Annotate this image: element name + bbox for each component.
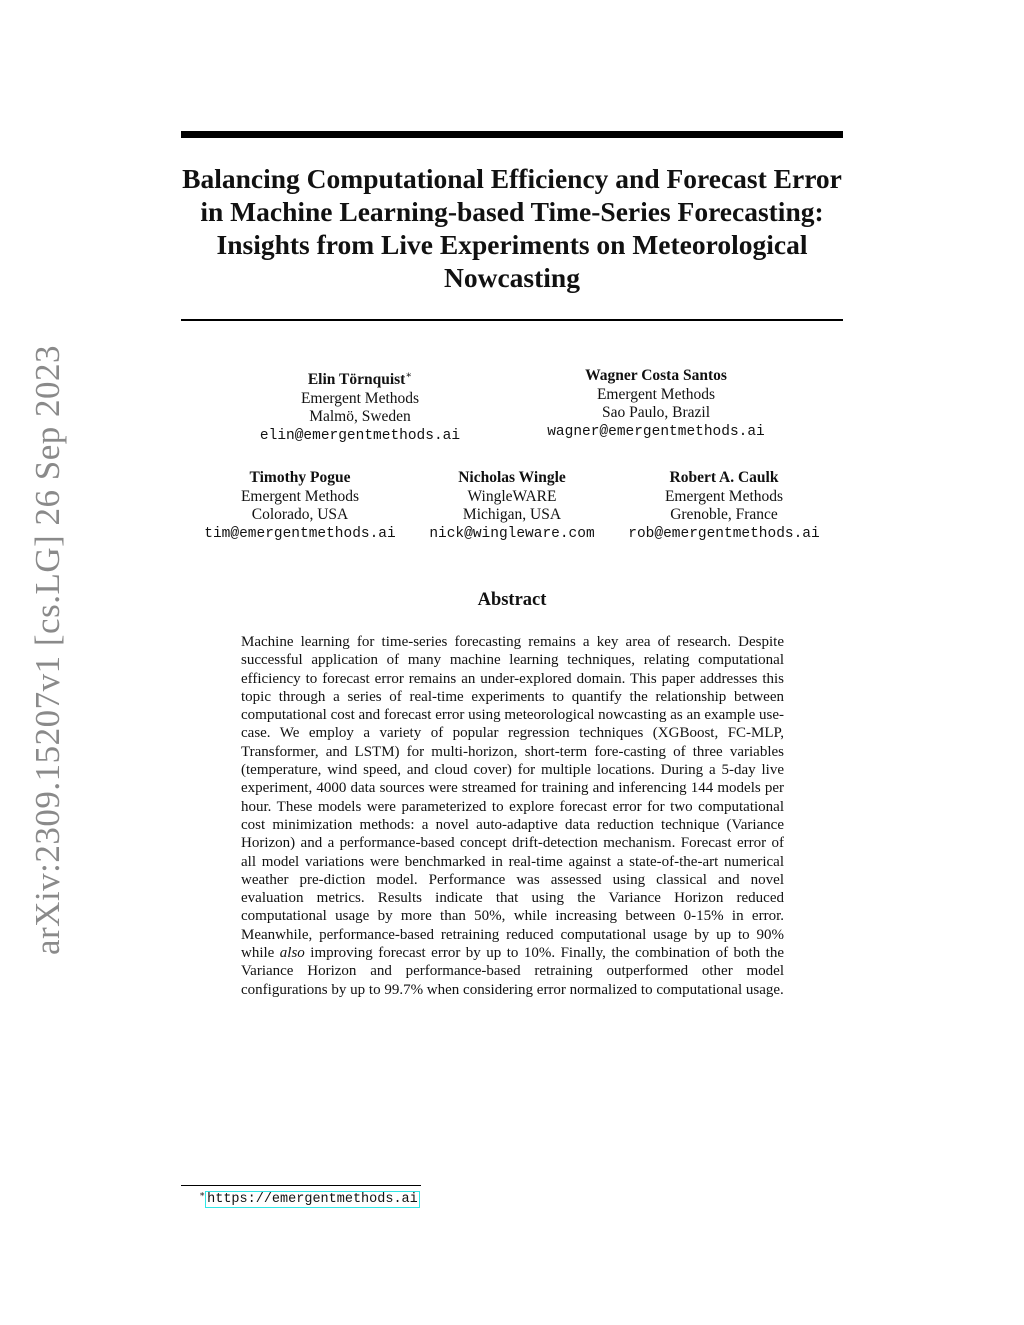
author-location: Grenoble, France [670,506,778,523]
author-email: nick@wingleware.com [429,525,595,542]
footnote-marker: ∗ [405,370,413,381]
author-block [195,469,405,543]
author-block [412,469,612,543]
footnote [199,1189,420,1207]
author-name: Timothy Pogue [249,469,351,486]
abstract-heading: Abstract [477,590,547,610]
footnote-rule [181,1185,421,1186]
author-affiliation: Emergent Methods [596,385,716,403]
author-name: Nicholas Wingle [458,469,566,486]
author-block [619,469,829,543]
footnote-marker: ∗ [199,1189,206,1199]
author-block [240,367,480,445]
abstract-text [241,633,784,999]
author-name: Elin Törnquist∗ [307,370,413,389]
author-location: Michigan, USA [462,506,562,523]
title-bottom-rule [181,319,843,321]
author-affiliation: Emergent Methods [300,389,420,407]
author-email: tim@emergentmethods.ai [204,525,396,542]
abstract-emphasis: also [279,945,305,962]
author-location: Malmö, Sweden [309,408,411,426]
author-name: Wagner Costa Santos [585,367,727,384]
author-location: Colorado, USA [251,506,349,523]
arxiv-id-text: arXiv:2309.15207v1 [cs.LG] 26 Sep 2023 [28,344,68,956]
arxiv-identifier-stamp [18,344,78,956]
author-email: wagner@emergentmethods.ai [547,423,765,440]
author-email: elin@emergentmethods.ai [259,427,461,444]
author-email: rob@emergentmethods.ai [628,525,820,542]
paper-title: Balancing Computational Efficiency and Forecast Error in Machine Learning-based Time-Series Forecasting: Insights from Live Experiments on Meteorological Nowcasting [182,163,842,293]
footnote-link[interactable]: https://emergentmethods.ai [207,1192,418,1208]
author-name: Robert A. Caulk [669,469,779,486]
author-block [531,367,781,441]
author-location: Sao Paulo, Brazil [601,404,711,421]
abstract-text-part: Machine learning for time-series forecasting remains a key area of research. Despite successful application of many machine learning techniques, relating computational efficiency to forecast error remains an under-explored domain. This paper addresses this topic through a series of real-time experiments to quantify the relationship between computational cost and forecast error using meteorological nowcasting as an example use-case. We employ a variety of popular regression techniques (XGBoost, FC-MLP, Transformer, and LSTM) for multi-horizon, short-term fore-casting of three variables (temperature, wind speed, and cloud cover) for multiple locations. During a 5-day live experiment, 4000 data sources were streamed for training and inferencing 144 models per hour. These models were parameterized to explore forecast error for two computational cost minimization methods: a novel auto-adaptive data reduction technique (Variance Horizon) and a performance-based concept drift-detection mechanism. Forecast error of all model variations were benchmarked in real-time against a state-of-the-art numerical weather pre-diction model. Performance was assessed using classical and novel evaluation metrics. Results indicate that using the Variance Horizon reduced computational usage by more than 50%, while increasing between 0-15% in error. Meanwhile, performance-based retraining reduced computational usage by up to 90% while [241,634,784,962]
abstract-text-part: improving forecast error by up to 10%. Finally, the combination of both the Variance Horizon and performance-based retraining outperformed other model configurations by up to 99.7% when considering error normalized to computational usage. [241,945,784,998]
author-affiliation: WingleWARE [467,487,557,505]
author-affiliation: Emergent Methods [240,487,360,505]
title-top-rule [181,131,843,138]
author-affiliation: Emergent Methods [664,487,784,505]
